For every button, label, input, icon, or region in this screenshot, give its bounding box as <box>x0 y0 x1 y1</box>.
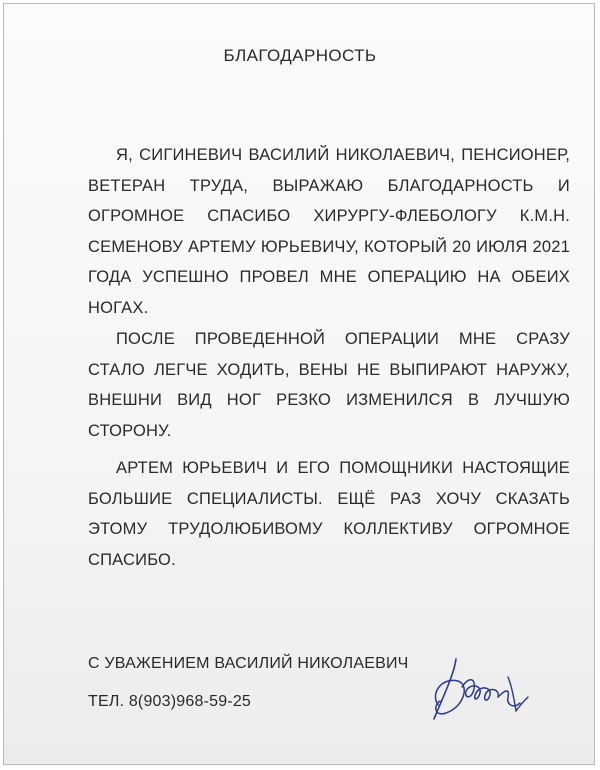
paragraph-gratitude: Я, СИГИНЕВИЧ ВАСИЛИЙ НИКОЛАЕВИЧ, ПЕНСИОНЕР, ВЕТЕРАН ТРУДА, ВЫРАЖАЮ БЛАГОДАРНОСТЬ И ОГРОМНОЕ СПАСИБО ХИРУРГУ-ФЛЕБОЛОГУ К.М.Н. СЕМЕНОВУ АРТЕМУ ЮРЬЕВИЧУ, КОТОРЫЙ 20 ИЮЛЯ 2021 ГОДА УСПЕШНО ПРОВЕЛ МНЕ ОПЕРАЦИЮ НА ОБЕИХ НОГАХ. <box>88 146 570 317</box>
letter-title: БЛАГОДАРНОСТЬ <box>223 46 377 65</box>
paragraph-team: АРТЕМ ЮРЬЕВИЧ И ЕГО ПОМОЩНИКИ НАСТОЯЩИЕ БОЛЬШИЕ СПЕЦИАЛИСТЫ. ЕЩЁ РАЗ ХОЧУ СКАЗАТЬ ЭТОМУ ТРУДОЛЮБИВОМУ КОЛЛЕКТИВУ ОГРОМНОЕ СПАСИБО. <box>88 459 570 569</box>
paragraph-result: ПОСЛЕ ПРОВЕДЕННОЙ ОПЕРАЦИИ МНЕ СРАЗУ СТАЛО ЛЕГЧЕ ХОДИТЬ, ВЕНЫ НЕ ВЫПИРАЮТ НАРУЖУ, ВНЕШНИ ВИД НОГ РЕЗКО ИЗМЕНИЛСЯ В ЛУЧШУЮ СТОРОНУ. <box>88 330 570 440</box>
closing-line: С УВАЖЕНИЕМ ВАСИЛИЙ НИКОЛАЕВИЧ <box>88 655 409 672</box>
handwritten-signature <box>424 647 534 727</box>
phone-line: ТЕЛ. 8(903)968-59-25 <box>88 693 252 710</box>
